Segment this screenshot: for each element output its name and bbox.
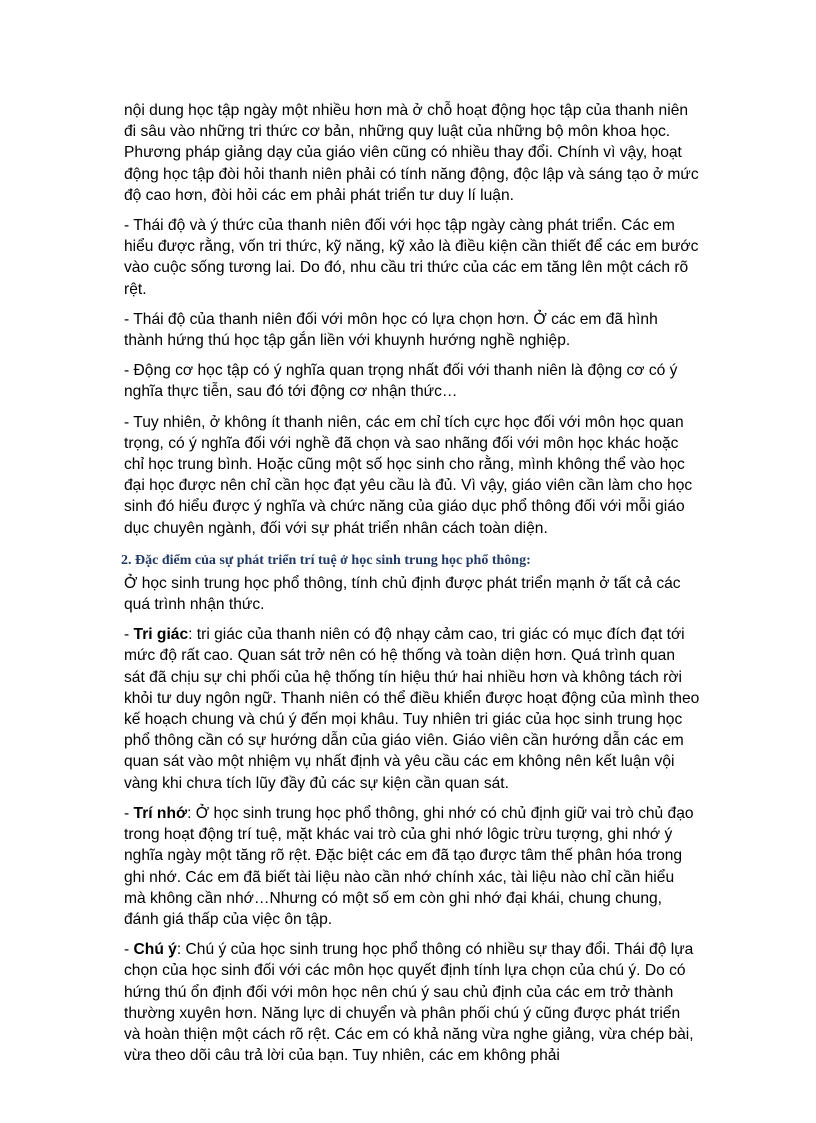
- study-attitude-paragraph: - Thái độ và ý thức của thanh niên đối với học tập ngày càng phát triển. Các em hiểu được rằng, vốn tri thức, kỹ năng, kỹ xảo là điều kiện cần thiết để các em bước vào cuộc sống tương lai. Do đó, nhu cầu tri thức của các em tăng lên một cách rõ rệt.: [124, 217, 699, 298]
- attention-text: : Chú ý của học sinh trung học phổ thông có nhiều sự thay đổi. Thái độ lựa chọn của học sinh đối với các môn học quyết định tính lựa chọn của chú ý. Do có hứng thú ổn định đối với môn học nên chú ý sau chủ định của các em trở thành thường xuyên hơn. Năng lực di chuyển và phân phối chú ý cũng được phát triển và hoàn thiện một cách rõ rệt. Các em có khả năng vừa nghe giảng, vừa chép bài, vừa theo dõi câu trả lời của bạn. Tuy nhiên, các em không phải: [124, 941, 694, 1065]
- perception-prefix: -: [124, 626, 134, 644]
- however-paragraph: - Tuy nhiên, ở không ít thanh niên, các em chỉ tích cực học đối với môn học quan trọng, có ý nghĩa đối với nghề đã chọn và sao nhãng đối với môn học khác hoặc chỉ học trung bình. Hoặc cũng một số học sinh cho rằng, mình không thể vào học đại học được nên chỉ cần học đạt yêu cầu là đủ. Vì vậy, giáo viên cần làm cho học sinh đó hiểu được ý nghĩa và chức năng của giáo dục phổ thông đối với mỗi giáo dục chuyên ngành, đối với sự phát triển nhân cách toàn diện.: [124, 413, 693, 537]
- perception-term: Tri giác: [133, 626, 189, 644]
- attention-term: Chú ý: [133, 941, 177, 959]
- subject-attitude-paragraph: - Thái độ của thanh niên đối với môn học có lựa chọn hơn. Ở các em đã hình thành hứng thú học tập gắn liền với khuynh hướng nghề nghiệp.: [124, 310, 658, 350]
- section-heading: 2. Đặc điểm của sự phát triển trí tuệ ở học sinh trung học phổ thông:: [121, 552, 531, 568]
- memory-prefix: -: [124, 804, 134, 822]
- attention-prefix: -: [124, 941, 134, 959]
- memory-term: Trí nhớ: [133, 804, 188, 822]
- intro-paragraph: nội dung học tập ngày một nhiều hơn mà ở chỗ hoạt động học tập của thanh niên đi sâu vào những tri thức cơ bản, những quy luật của những bộ môn khoa học. Phương pháp giảng dạy của giáo viên cũng có nhiều thay đổi. Chính vì vậy, hoạt động học tập đòi hỏi thanh niên phải có tính năng động, độc lập và sáng tạo ở mức độ cao hơn, đòi hỏi các em phải phát triển tư duy lí luận.: [124, 102, 699, 204]
- perception-paragraph: [124, 624, 700, 794]
- section-intro-paragraph: Ở học sinh trung học phổ thông, tính chủ định được phát triển mạnh ở tất cả các quá trình nhận thức.: [124, 574, 681, 614]
- memory-text: : Ở học sinh trung học phổ thông, ghi nhớ có chủ định giữ vai trò chủ đạo trong hoạt động trí tuệ, mặt khác vai trò của ghi nhớ lôgic trừu tượng, ghi nhớ ý nghĩa ngày một tăng rõ rệt. Đặc biệt các em đã tạo được tâm thế phân hóa trong ghi nhớ. Các em đã biết tài liệu nào cần nhớ chính xác, tài liệu nào chỉ cần hiểu mà không cần nhớ…Nhưng có một số em còn ghi nhớ đại khái, chung chung, đánh giá thấp của việc ôn tập.: [124, 804, 694, 928]
- perception-text: : tri giác của thanh niên có độ nhạy cảm cao, tri giác có mục đích đạt tới mức độ rất cao. Quan sát trở nên có hệ thống và toàn diện hơn. Quá trình quan sát đã chịu sự chi phối của hệ thống tín hiệu thứ hai nhiều hơn và không tách rời khỏi tư duy ngôn ngữ. Thanh niên có thể điều khiển được hoạt động của mình theo kế hoạch chung và chú ý đến mọi khâu. Tuy nhiên tri giác của học sinh trung học phổ thông cần có sự hướng dẫn của giáo viên. Giáo viên cần hướng dẫn các em quan sát vào một nhiệm vụ nhất định và yêu cầu các em không nên kết luận vội vàng khi chưa tích lũy đầy đủ các sự kiện cần quan sát.: [124, 626, 700, 792]
- document-body: [121, 100, 700, 1075]
- attention-paragraph: [124, 939, 700, 1066]
- memory-paragraph: [124, 803, 700, 930]
- motivation-paragraph: - Động cơ học tập có ý nghĩa quan trọng nhất đối với thanh niên là động cơ có ý nghĩa thực tiễn, sau đó tới động cơ nhận thức…: [124, 362, 678, 401]
